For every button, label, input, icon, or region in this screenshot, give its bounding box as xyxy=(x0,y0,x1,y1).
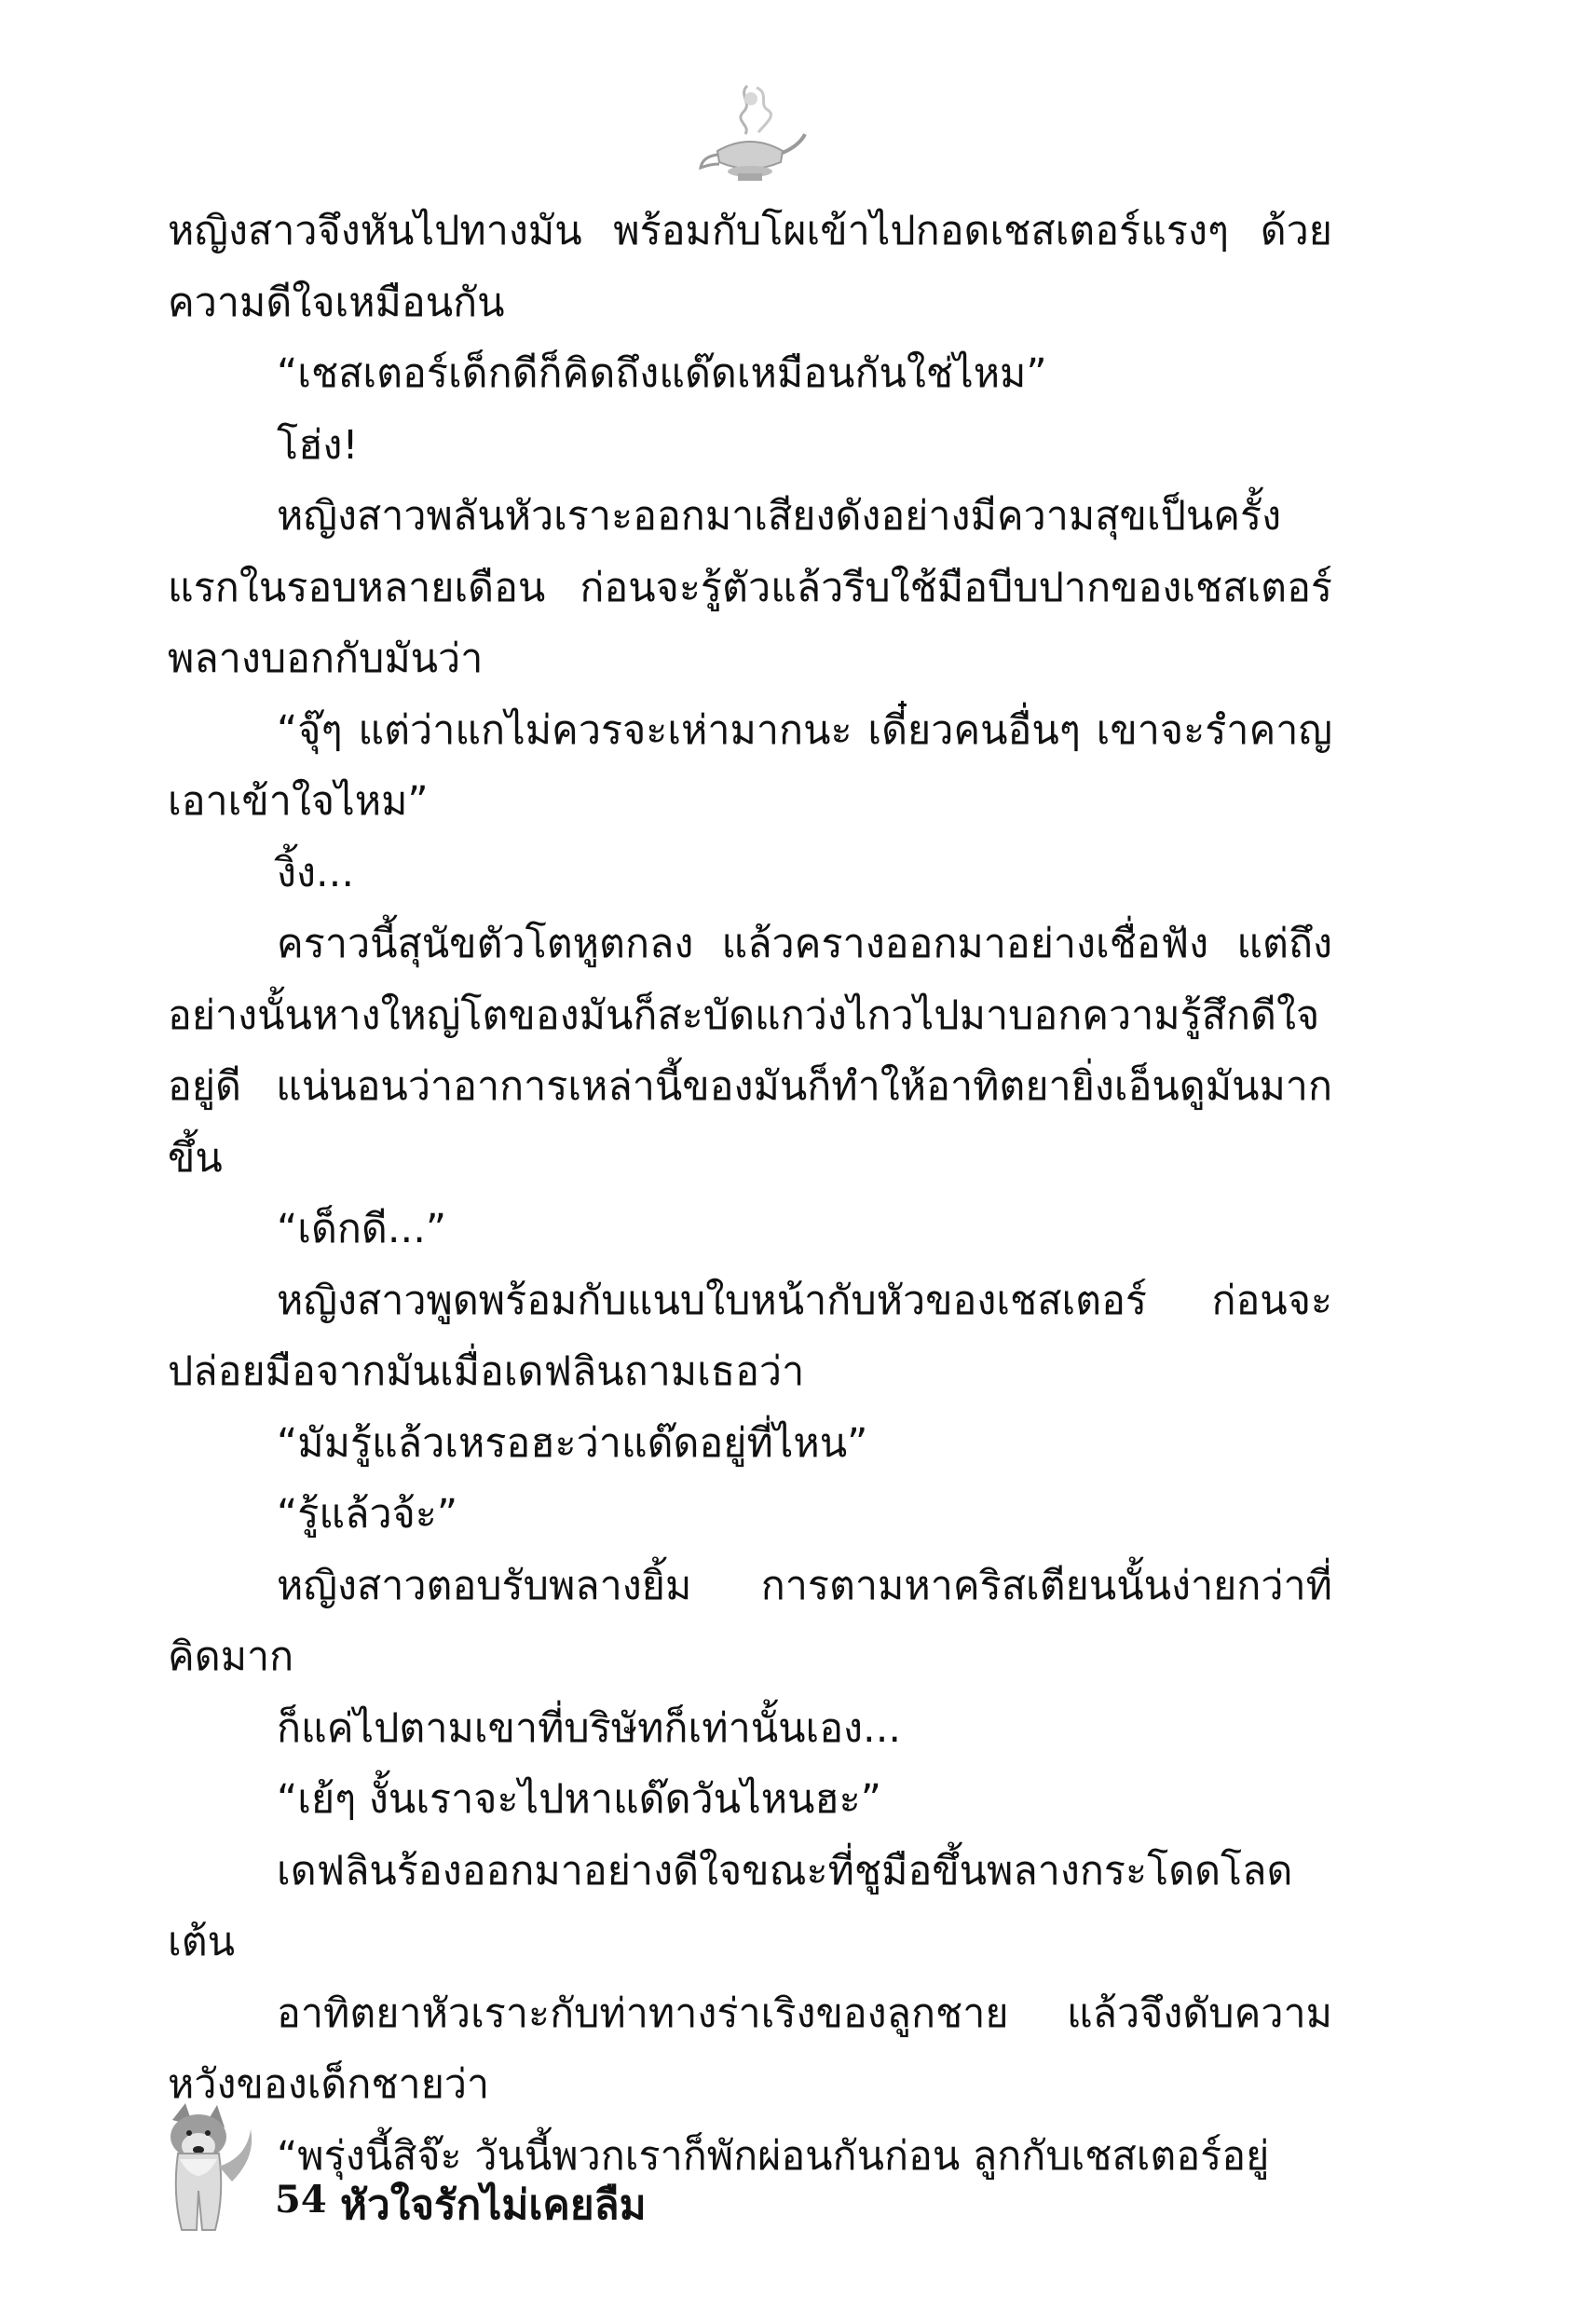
paragraph: “มัมรู้แล้วเหรอฮะว่าแด๊ดอยู่ที่ไหน” xyxy=(277,1419,868,1467)
paragraph: “พรุ่งนี้สิจ๊ะ วันนี้พวกเราก็พักผ่อนกันก่อน ลูกกับเชสเตอร์อยู่ xyxy=(277,2132,1270,2180)
paragraph: คราวนี้สุนัขตัวโตหูตกลง แล้วครางออกมาอย่างเชื่อฟัง แต่ถึงอย่างนั้นหางใหญ่โตของมันก็สะบัดแกว่งไกวไปมาบอกความรู้สึกดีใจอยู่ดี แน่นอนว่าอาการเหล่านี้ของมันก็ทำให้อาทิตยายิ่งเอ็นดูมันมากขึ้น xyxy=(168,921,1332,1182)
paragraph: “เด็กดี...” xyxy=(277,1206,447,1252)
paragraph: หญิงสาวจึงหันไปทางมัน พร้อมกับโผเข้าไปกอดเชสเตอร์แรงๆ ด้วยความดีใจเหมือนกัน xyxy=(168,208,1332,326)
paragraph: อาทิตยาหัวเราะกับท่าทางร่าเริงของลูกชาย แล้วจึงดับความหวังของเด็กชายว่า xyxy=(168,1990,1332,2108)
page-footer xyxy=(154,2101,806,2250)
paragraph: เดฟลินร้องออกมาอย่างดีใจขณะที่ชูมือขึ้นพลางกระโดดโลดเต้น xyxy=(168,1847,1293,1965)
page-number: 54 xyxy=(275,2178,327,2222)
paragraph: ก็แค่ไปตามเขาที่บริษัทก็เท่านั้นเอง... xyxy=(277,1704,902,1752)
paragraph: โฮ่ง! xyxy=(277,421,359,469)
paragraph: งิ้ง... xyxy=(277,849,354,896)
paragraph: หญิงสาวพูดพร้อมกับแนบใบหน้ากับหัวของเชสเตอร์ ก่อนจะปล่อยมือจากมันเมื่อเดฟลินถามเธอว่า xyxy=(168,1277,1332,1395)
paragraph: หญิงสาวตอบรับพลางยิ้ม การตามหาคริสเตียนนั้นง่ายกว่าที่คิดมาก xyxy=(168,1562,1332,1680)
paragraph: “เย้ๆ งั้นเราจะไปหาแด๊ดวันไหนฮะ” xyxy=(277,1776,882,1823)
magic-lamp-icon xyxy=(689,78,811,190)
paragraph: “เชสเตอร์เด็กดีก็คิดถึงแด๊ดเหมือนกันใช่ไหม” xyxy=(277,350,1047,397)
husky-dog-icon xyxy=(154,2101,261,2241)
paragraph: “จุ๊ๆ แต่ว่าแกไม่ควรจะเห่ามากนะ เดี๋ยวคนอื่นๆ เขาจะรำคาญเอาเข้าใจไหม” xyxy=(168,706,1332,825)
book-title: หัวใจรักไม่เคยลืม xyxy=(340,2181,647,2229)
paragraph: หญิงสาวพลันหัวเราะออกมาเสียงดังอย่างมีความสุขเป็นครั้งแรกในรอบหลายเดือน ก่อนจะรู้ตัวแล้วรีบใช้มือบีบปากของเชสเตอร์พลางบอกกับมันว่า xyxy=(168,493,1332,682)
body-text xyxy=(168,196,1332,2192)
paragraph: “รู้แล้วจ้ะ” xyxy=(277,1491,458,1538)
